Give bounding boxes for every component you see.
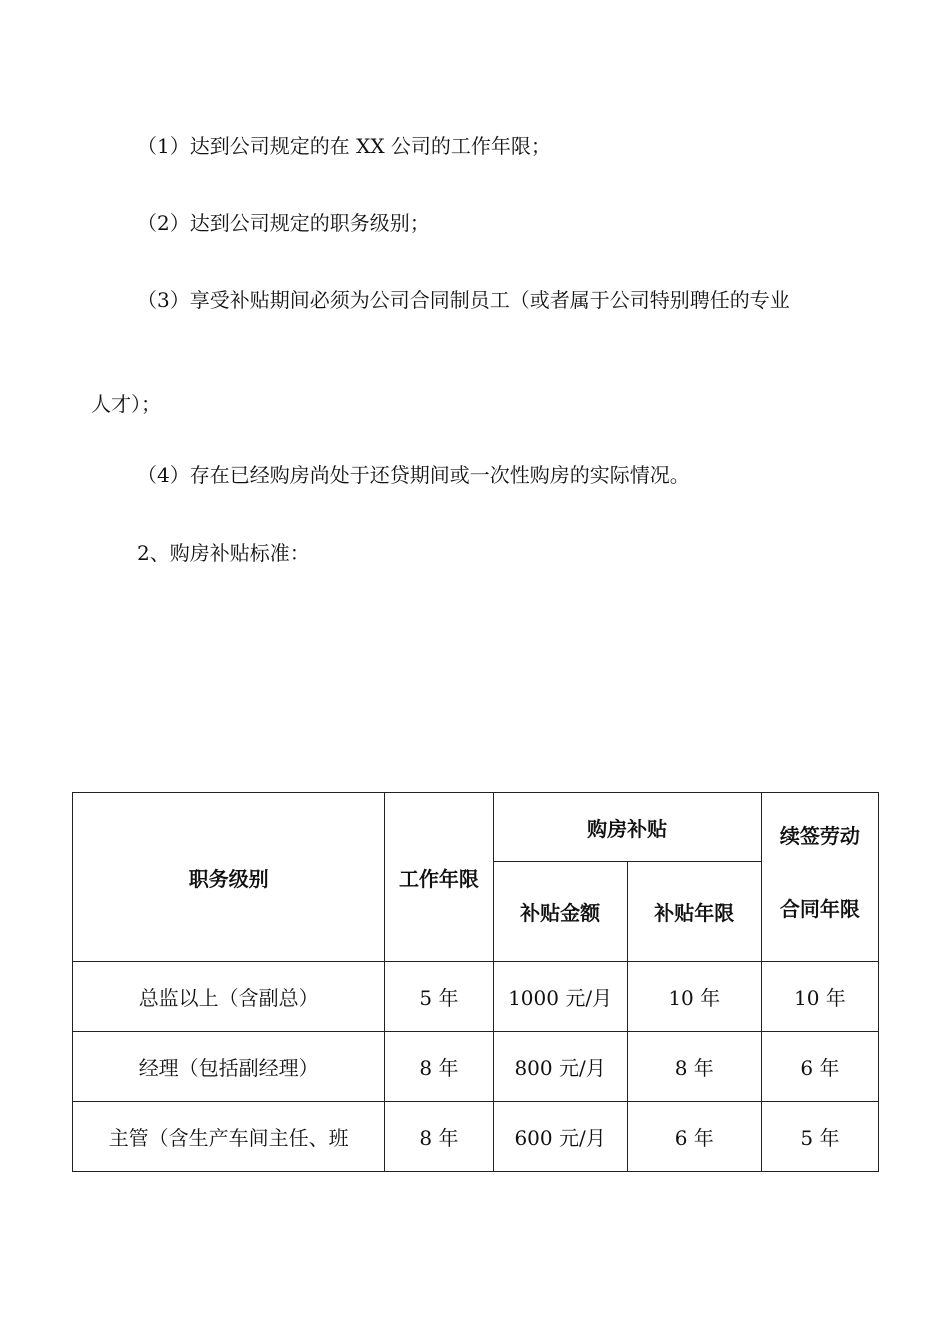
condition-4: （4）存在已经购房尚处于还贷期间或一次性购房的实际情况。 xyxy=(137,463,690,487)
header-renew-line2: 合同年限 xyxy=(779,897,860,921)
table-row xyxy=(73,1032,879,1102)
cell-subsidy-years: 8 年 xyxy=(627,1032,761,1102)
cell-level: 总监以上（含副总） xyxy=(73,962,385,1032)
cell-renew-years: 5 年 xyxy=(761,1102,878,1172)
condition-2: （2）达到公司规定的职务级别； xyxy=(137,211,430,235)
cell-renew-years: 10 年 xyxy=(761,962,878,1032)
header-renew-contract-years xyxy=(761,793,878,962)
table-row xyxy=(73,1102,879,1172)
cell-work-years: 8 年 xyxy=(385,1032,493,1102)
header-level: 职务级别 xyxy=(73,793,385,962)
condition-3-continued: 人才）； xyxy=(91,392,161,416)
table-header-row xyxy=(73,793,879,862)
table-row xyxy=(73,962,879,1032)
cell-level: 经理（包括副经理） xyxy=(73,1032,385,1102)
cell-subsidy-years: 6 年 xyxy=(627,1102,761,1172)
cell-work-years: 5 年 xyxy=(385,962,493,1032)
cell-amount: 1000 元/月 xyxy=(493,962,627,1032)
section-heading-subsidy-standard: 2、购房补贴标准： xyxy=(137,541,310,565)
cell-amount: 800 元/月 xyxy=(493,1032,627,1102)
cell-renew-years: 6 年 xyxy=(761,1032,878,1102)
header-work-years: 工作年限 xyxy=(385,793,493,962)
cell-level: 主管（含生产车间主任、班 xyxy=(73,1102,385,1172)
header-subsidy-group: 购房补贴 xyxy=(493,793,761,862)
condition-3: （3）享受补贴期间必须为公司合同制员工（或者属于公司特别聘任的专业 xyxy=(137,288,790,312)
cell-work-years: 8 年 xyxy=(385,1102,493,1172)
cell-subsidy-years: 10 年 xyxy=(627,962,761,1032)
cell-amount: 600 元/月 xyxy=(493,1102,627,1172)
subsidy-table xyxy=(72,792,879,1172)
condition-1: （1）达到公司规定的在 XX 公司的工作年限； xyxy=(137,134,551,158)
header-subsidy-years: 补贴年限 xyxy=(627,862,761,962)
header-renew-line1: 续签劳动 xyxy=(779,824,860,848)
header-subsidy-amount: 补贴金额 xyxy=(493,862,627,962)
